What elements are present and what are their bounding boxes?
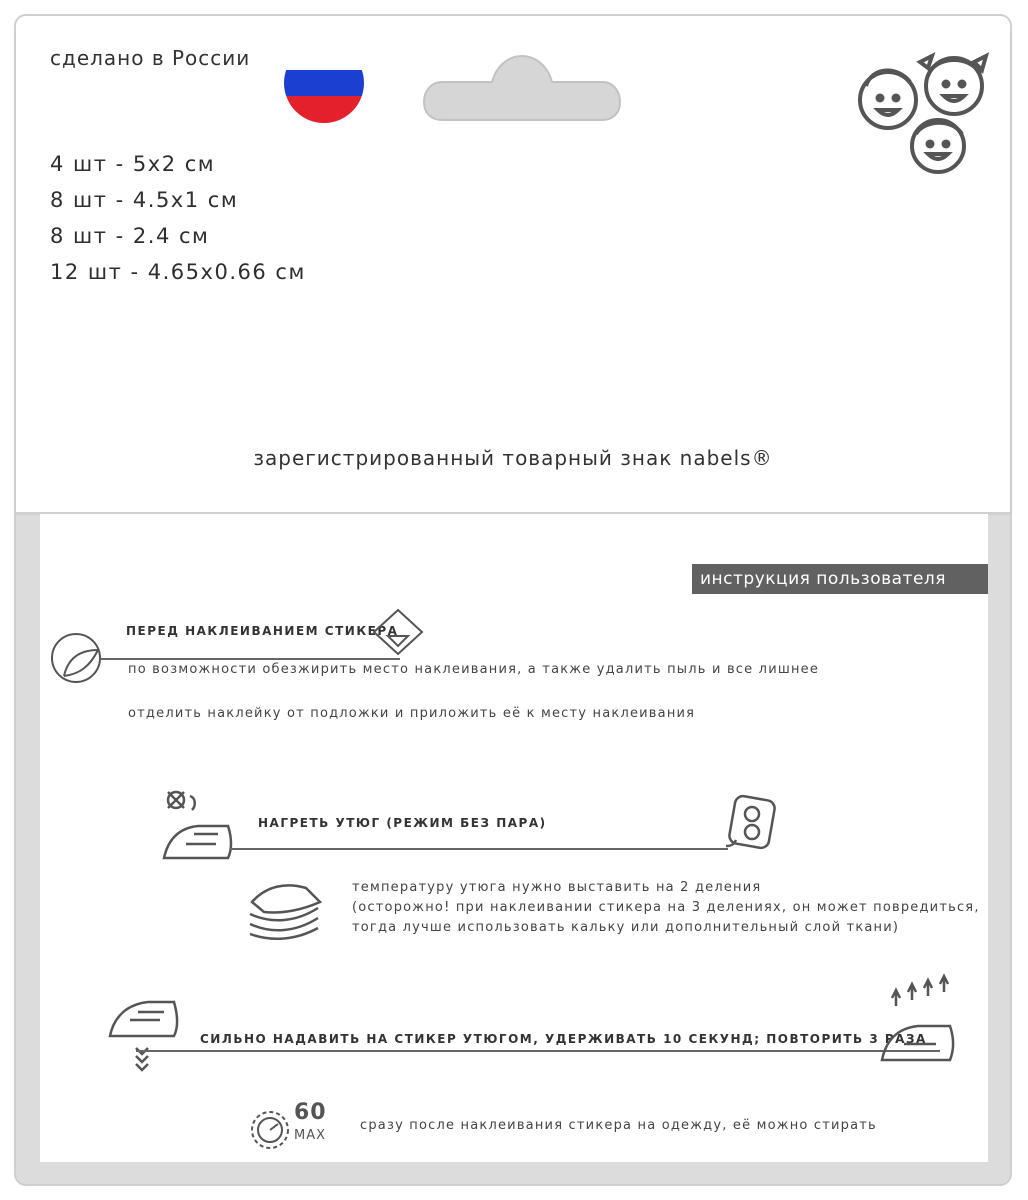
step2-text-1: температуру утюга нужно выставить на 2 деления: [352, 880, 762, 895]
power-socket-icon: [724, 794, 780, 854]
sizes-list: [50, 146, 306, 290]
instructions-title: инструкция пользователя: [692, 564, 988, 594]
iron-lift-icon: [878, 974, 964, 1064]
instructions-panel: [40, 514, 988, 1162]
made-in-label: сделано в России: [50, 46, 251, 70]
step3-line: [136, 1050, 940, 1052]
step3-title: СИЛЬНО НАДАВИТЬ НА СТИКЕР УТЮГОМ, УДЕРЖИВАТЬ 10 СЕКУНД; ПОВТОРИТЬ 3 РАЗА: [200, 1032, 927, 1046]
russia-flag-icon: [284, 43, 364, 123]
hang-hole: [422, 52, 622, 132]
degrease-circle-icon: [50, 630, 110, 690]
step2-line: [230, 848, 728, 850]
step1-line: [100, 658, 400, 660]
wash-temperature-icon: [248, 1108, 292, 1152]
package-top: [16, 16, 1010, 515]
iron-no-steam-icon: [158, 788, 238, 868]
kids-faces-icon: [854, 36, 1004, 176]
step2-title: НАГРЕТЬ УТЮГ (РЕЖИМ БЕЗ ПАРА): [258, 816, 547, 830]
step2-text-3: тогда лучше использовать кальку или дополнительный слой ткани): [352, 920, 900, 935]
sticker-peel-icon: [370, 606, 426, 658]
step1-text-1: по возможности обезжирить место наклеивания, а также удалить пыль и все лишнее: [128, 662, 820, 677]
size-line: 8 шт - 2.4 см: [50, 224, 210, 248]
wash-temp-value: 60: [294, 1100, 327, 1125]
size-line: 4 шт - 5x2 см: [50, 152, 216, 176]
size-line: 12 шт - 4.65x0.66 см: [50, 260, 306, 284]
fabric-layers-icon: [246, 878, 326, 942]
wash-text: сразу после наклеивания стикера на одежду, её можно стирать: [360, 1118, 877, 1133]
size-line: 8 шт - 4.5x1 см: [50, 188, 239, 212]
trademark-text: зарегистрированный товарный знак nabels®: [253, 446, 773, 470]
step2-text-2: (осторожно! при наклеивании стикера на 3 делениях, он может повредиться,: [352, 900, 980, 915]
step1-title: ПЕРЕД НАКЛЕИВАНИЕМ СТИКЕРА: [126, 624, 399, 638]
iron-press-icon: [108, 990, 188, 1070]
package-card: [14, 14, 1012, 1186]
step1-text-2: отделить наклейку от подложки и приложить её к месту наклеивания: [128, 706, 696, 721]
wash-max-label: MAX: [294, 1128, 327, 1143]
